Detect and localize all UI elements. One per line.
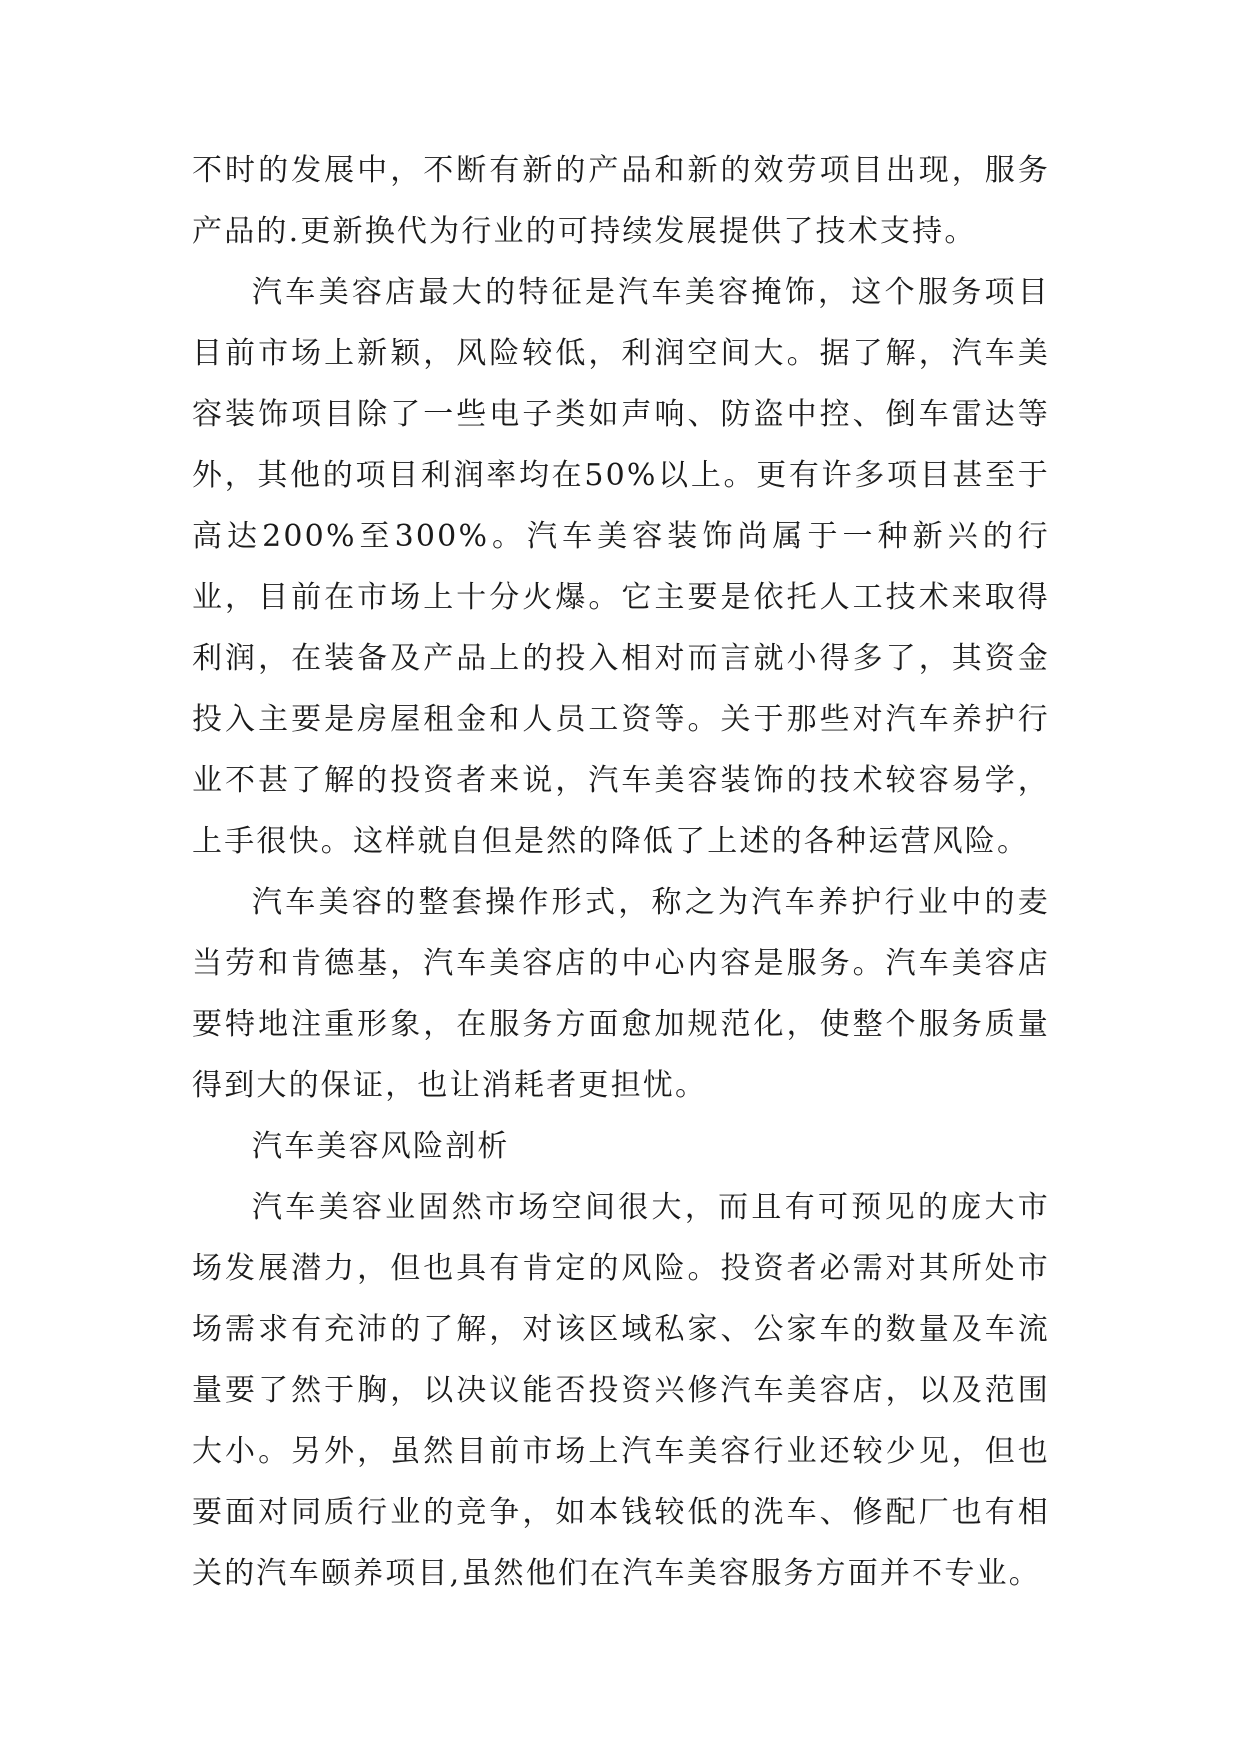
document-body [192,140,1050,1604]
paragraph-risk-analysis: 汽车美容业固然市场空间很大，而且有可预见的庞大市场发展潜力，但也具有肯定的风险。投资者必需对其所处市场需求有充沛的了解，对该区域私家、公家车的数量及车流量要了然于胸，以决议能否投资兴修汽车美容店，以及范围大小。另外，虽然目前市场上汽车美容行业还较少见，但也要面对同质行业的竞争，如本钱较低的洗车、修配厂也有相关的汽车颐养项目,虽然他们在汽车美容服务方面并不专业。 [192,1190,1050,1591]
paragraph-operation-mode: 汽车美容的整套操作形式，称之为汽车养护行业中的麦当劳和肯德基，汽车美容店的中心内容是服务。汽车美容店要特地注重形象，在服务方面愈加规范化，使整个服务质量得到大的保证，也让消耗者更担忧。 [192,885,1050,1103]
section-heading-risk-analysis: 汽车美容风险剖析 [252,1129,510,1164]
paragraph-decoration-profit: 汽车美容店最大的特征是汽车美容掩饰，这个服务项目目前市场上新颖，风险较低，利润空间大。据了解，汽车美容装饰项目除了一些电子类如声响、防盗中控、倒车雷达等外，其他的项目利润率均在50%以上。更有许多项目甚至于高达200%至300%。汽车美容装饰尚属于一种新兴的行业，目前在市场上十分火爆。它主要是依托人工技术来取得利润，在装备及产品上的投入相对而言就小得多了，其资金投入主要是房屋租金和人员工资等。关于那些对汽车养护行业不甚了解的投资者来说，汽车美容装饰的技术较容易学，上手很快。这样就自但是然的降低了上述的各种运营风险。 [192,275,1050,859]
paragraph-intro-continuation: 不时的发展中，不断有新的产品和新的效劳项目出现，服务产品的.更新换代为行业的可持续发展提供了技术支持。 [192,153,1050,249]
